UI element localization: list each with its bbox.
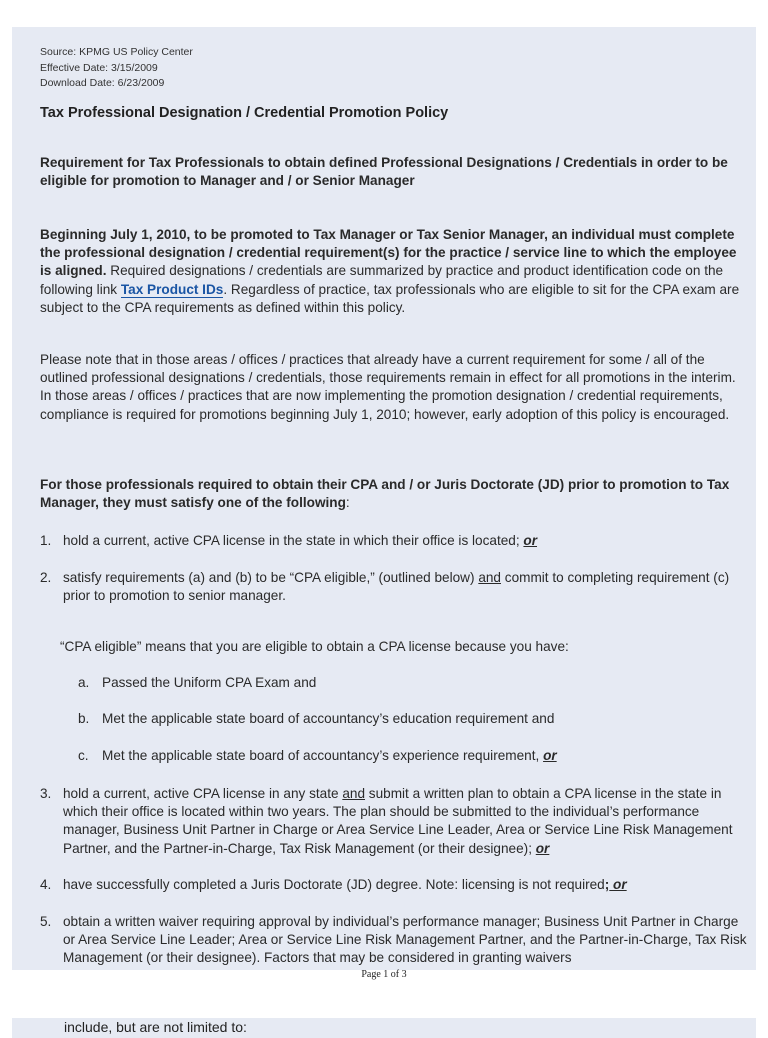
item2-and: and [478,570,501,585]
item3-text-2: submit a written plan to obtain a CPA license in the state in which their office is located within two years. The plan should be submitted to the individual’s performance manager, Business Unit Partner in Charge or Area Service Line Leader, Area or Service Line Risk Management Partner, and the Partner-in-Charge, Tax Risk Management (or their designee); [63,786,733,856]
sub-c-text: Met the applicable state board of accountancy’s experience requirement, [102,748,544,763]
sub-item-b: Met the applicable state board of accountancy’s education requirement and [102,711,555,726]
item1-or: or [523,533,538,548]
list-number-5: 5. [40,914,52,929]
item3-or: or [535,840,550,856]
document-page-2 [12,1018,756,1038]
source-line: Source: KPMG US Policy Center [40,46,193,58]
tax-product-ids-link[interactable]: Tax Product IDs [120,281,224,297]
document-page-1 [12,27,756,970]
list-item-3 [63,785,753,858]
list-number-4: 4. [40,877,52,892]
policy-paragraph-3 [40,476,740,512]
sub-item-c [102,748,557,763]
item4-semicolon: ; [604,877,610,892]
item1-text: hold a current, active CPA license in the state in which their office is located; [63,533,524,548]
para3-bold: For those professionals required to obtain their CPA and / or Juris Doctorate (JD) prior to promotion to Tax Manager, they must satisfy one of the following [40,477,730,511]
list-item-2 [63,569,753,605]
para3-colon: : [345,495,350,511]
policy-paragraph-2: Please note that in those areas / offices / practices that already have a current requirement for some / all of the outlined professional designations / credentials, those requirements remain in effect for all promotions in the interim. In those areas / offices / practices that are now implementing the promotion designation / credential requirements, compliance is required for promotions beginning July 1, 2010; however, early adoption of this policy is encouraged. [40,352,736,422]
cpa-eligible-definition: “CPA eligible” means that you are eligible to obtain a CPA license because you have: [60,639,569,654]
effective-date: Effective Date: 3/15/2009 [40,61,158,74]
list-number-1: 1. [40,533,52,548]
policy-paragraph-1 [40,226,740,317]
requirement-heading: Requirement for Tax Professionals to obtain defined Professional Designations / Credentials in order to be eligible for promotion to Manager and / or Senior Manager [40,155,728,189]
list-number-2: 2. [40,570,52,585]
list-number-3: 3. [40,786,52,801]
list-item-5: obtain a written waiver requiring approval by individual’s performance manager; Business Unit Partner in Charge or Area Service Line Leader; Area or Service Line Risk Management Partner, and the Partner-in-Charge, Tax Risk Management (or their designee). Factors that may be considered in granting waivers [63,914,747,966]
download-date: Download Date: 6/23/2009 [40,77,165,89]
page-title: Tax Professional Designation / Credential Promotion Policy [40,105,449,121]
next-page-text: include, but are not limited to: [64,1019,247,1035]
para1-bold: Beginning July 1, 2010, to be promoted to Tax Manager or Tax Senior Manager, an individual must complete the professional designation / credential requirement(s) for the practice / service line to which the employee is aligned. [40,227,737,279]
para1-text: Required designations / credentials are summarized by practice and product identification code on the following link [40,263,724,297]
item4-text: have successfully completed a Juris Doctorate (JD) degree. Note: licensing is not required [63,877,605,892]
item2-text: satisfy requirements (a) and (b) to be “CPA eligible,” (outlined below) [63,570,479,585]
item3-text: hold a current, active CPA license in any state [63,786,343,801]
item2-text-2: commit to completing requirement (c) prior to promotion to senior manager. [63,570,730,604]
sub-item-a: Passed the Uniform CPA Exam and [102,675,317,690]
para1-text-2: . Regardless of practice, tax professionals who are eligible to sit for the CPA exam are subject to the CPA requirements as defined within this policy. [40,281,740,315]
sub-letter-c: c. [78,748,89,763]
list-item-4 [63,876,753,894]
document-metadata [40,45,193,92]
list-item-1 [63,532,753,550]
page-footer: Page 1 of 3 [361,969,407,980]
sub-letter-a: a. [78,675,90,690]
item3-and: and [342,786,366,801]
sub-c-or: or [543,748,557,763]
item4-or: or [609,877,627,892]
sub-letter-b: b. [78,711,90,726]
